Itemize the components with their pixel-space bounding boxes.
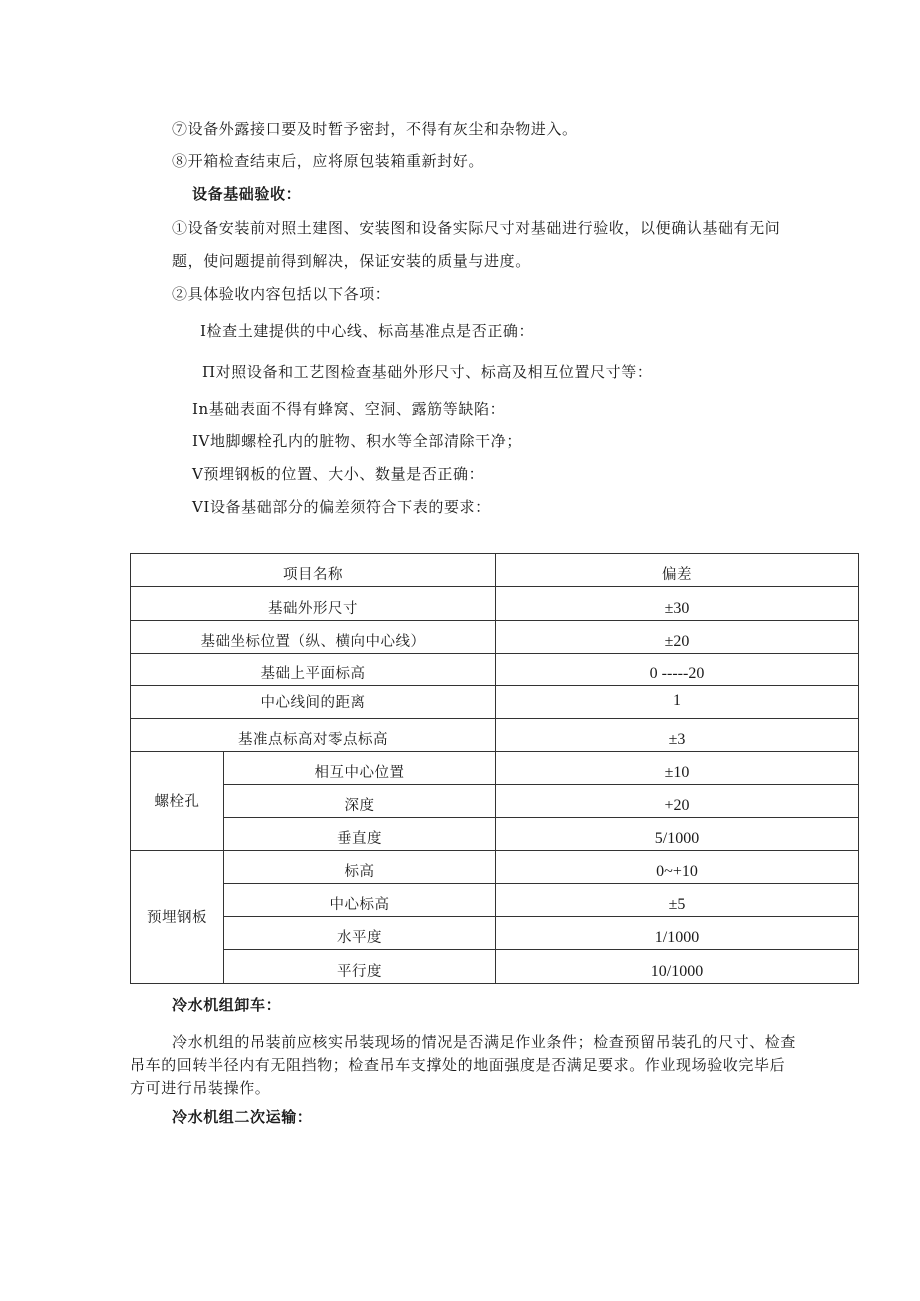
row-value: ±5 bbox=[496, 884, 859, 917]
row-value: +20 bbox=[496, 785, 859, 818]
row-name: 垂直度 bbox=[224, 818, 496, 851]
row-value: 5/1000 bbox=[496, 818, 859, 851]
section-heading-foundation: 设备基础验收： bbox=[192, 185, 302, 203]
unload-line-2: 吊车的回转半径内有无阻挡物；检查吊车支撑处的地面强度是否满足要求。作业现场验收完毕后 bbox=[130, 1056, 786, 1074]
row-name: 基础坐标位置（纵、横向中心线） bbox=[131, 621, 496, 654]
check-item-4: IV地脚螺栓孔内的脏物、积水等全部清除干净； bbox=[192, 432, 522, 450]
check-item-3: In基础表面不得有蜂窝、空洞、露筋等缺陷： bbox=[192, 400, 506, 418]
unload-line-3: 方可进行吊装操作。 bbox=[130, 1079, 271, 1097]
row-value: 0 -----20 bbox=[496, 654, 859, 686]
header-item-name: 项目名称 bbox=[131, 554, 496, 587]
paragraph-1-line-1: ①设备安装前对照土建图、安装图和设备实际尺寸对基础进行验收，以便确认基础有无问 bbox=[172, 219, 781, 237]
paragraph-2: ②具体验收内容包括以下各项： bbox=[172, 285, 391, 303]
check-item-2: Π对照设备和工艺图检查基础外形尺寸、标高及相互位置尺寸等： bbox=[202, 363, 653, 381]
row-value: 1 bbox=[496, 686, 859, 719]
unload-line-1: 冷水机组的吊装前应核实吊装现场的情况是否满足作业条件；检查预留吊装孔的尺寸、检查 bbox=[172, 1033, 797, 1051]
header-deviation: 偏差 bbox=[496, 554, 859, 587]
check-item-1: I检查土建提供的中心线、标高基准点是否正确： bbox=[200, 322, 535, 340]
row-name: 基础上平面标高 bbox=[131, 654, 496, 686]
table-header-row bbox=[131, 554, 859, 587]
row-name: 基准点标高对零点标高 bbox=[131, 719, 496, 752]
table-row bbox=[131, 587, 859, 621]
row-name: 平行度 bbox=[224, 950, 496, 984]
section-heading-transport: 冷水机组二次运输： bbox=[172, 1108, 313, 1126]
row-value: ±30 bbox=[496, 587, 859, 621]
row-value: 10/1000 bbox=[496, 950, 859, 984]
deviation-table bbox=[130, 553, 859, 984]
table-row bbox=[131, 686, 859, 719]
check-item-6: VI设备基础部分的偏差须符合下表的要求： bbox=[192, 498, 491, 516]
table-row bbox=[131, 752, 859, 785]
row-name: 深度 bbox=[224, 785, 496, 818]
row-value: 0~+10 bbox=[496, 851, 859, 884]
group-label-bolt-hole: 螺栓孔 bbox=[131, 752, 224, 851]
table-row bbox=[131, 654, 859, 686]
check-item-5: V预埋钢板的位置、大小、数量是否正确： bbox=[192, 465, 485, 483]
table-row bbox=[131, 917, 859, 950]
row-value: 1/1000 bbox=[496, 917, 859, 950]
text-line-7: ⑦设备外露接口要及时暂予密封，不得有灰尘和杂物进入。 bbox=[172, 120, 578, 138]
row-name: 基础外形尺寸 bbox=[131, 587, 496, 621]
table-row bbox=[131, 818, 859, 851]
table-row bbox=[131, 950, 859, 984]
row-name: 水平度 bbox=[224, 917, 496, 950]
row-value: ±20 bbox=[496, 621, 859, 654]
row-name: 中心标高 bbox=[224, 884, 496, 917]
row-name: 中心线间的距离 bbox=[131, 686, 496, 719]
row-name: 标高 bbox=[224, 851, 496, 884]
row-value: ±10 bbox=[496, 752, 859, 785]
table-row bbox=[131, 884, 859, 917]
text-line-8: ⑧开箱检查结束后，应将原包装箱重新封好。 bbox=[172, 152, 485, 170]
table-row bbox=[131, 785, 859, 818]
table-row bbox=[131, 851, 859, 884]
table-row bbox=[131, 621, 859, 654]
paragraph-1-line-2: 题，使问题提前得到解决，保证安装的质量与进度。 bbox=[172, 252, 531, 270]
section-heading-unload: 冷水机组卸车： bbox=[172, 996, 282, 1014]
group-label-embedded-plate: 预埋钢板 bbox=[131, 851, 224, 984]
row-name: 相互中心位置 bbox=[224, 752, 496, 785]
table-row bbox=[131, 719, 859, 752]
row-value: ±3 bbox=[496, 719, 859, 752]
